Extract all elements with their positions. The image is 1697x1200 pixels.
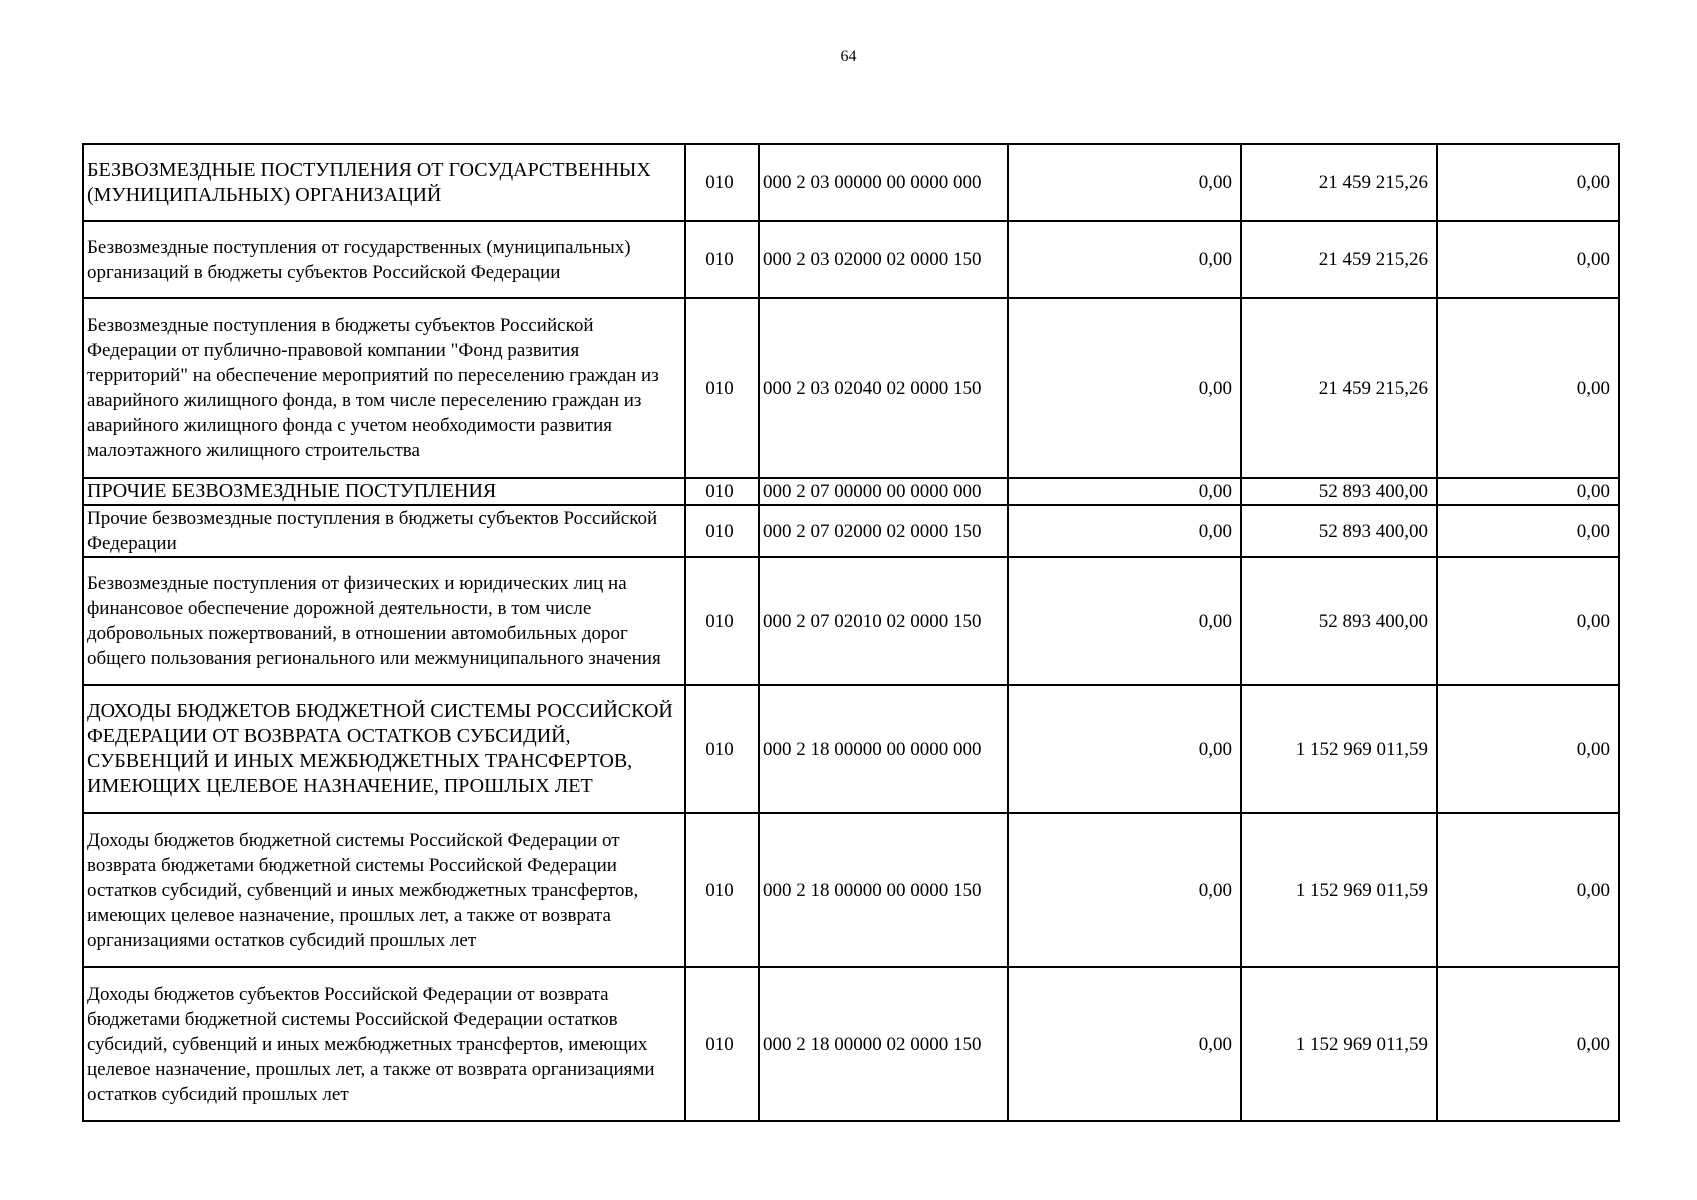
kbk-code: 000 2 18 00000 00 0000 000 xyxy=(759,685,1008,813)
table-row xyxy=(83,221,1619,298)
value-2: 1 152 969 011,59 xyxy=(1241,813,1437,967)
table-row xyxy=(83,557,1619,685)
table-row xyxy=(83,478,1619,505)
row-name: Доходы бюджетов субъектов Российской Федерации от возврата бюджетами бюджетной системы Российской Федерации остатков субсидий, субвенций и иных межбюджетных трансфертов, имеющих целевое назначение, прошлых лет, а также от возврата организациями остатков субсидий прошлых лет xyxy=(83,967,685,1121)
revenue-table xyxy=(82,143,1620,1122)
admin-code: 010 xyxy=(685,505,759,557)
value-1: 0,00 xyxy=(1008,685,1241,813)
value-3: 0,00 xyxy=(1437,144,1619,221)
value-2: 52 893 400,00 xyxy=(1241,557,1437,685)
kbk-code: 000 2 18 00000 02 0000 150 xyxy=(759,967,1008,1121)
value-1: 0,00 xyxy=(1008,557,1241,685)
admin-code: 010 xyxy=(685,221,759,298)
kbk-code: 000 2 03 00000 00 0000 000 xyxy=(759,144,1008,221)
kbk-code: 000 2 03 02040 02 0000 150 xyxy=(759,298,1008,478)
kbk-code: 000 2 07 00000 00 0000 000 xyxy=(759,478,1008,505)
value-1: 0,00 xyxy=(1008,505,1241,557)
value-3: 0,00 xyxy=(1437,505,1619,557)
table-row xyxy=(83,298,1619,478)
admin-code: 010 xyxy=(685,144,759,221)
admin-code: 010 xyxy=(685,478,759,505)
page-number: 64 xyxy=(840,48,857,65)
admin-code: 010 xyxy=(685,967,759,1121)
value-1: 0,00 xyxy=(1008,478,1241,505)
value-3: 0,00 xyxy=(1437,298,1619,478)
value-2: 52 893 400,00 xyxy=(1241,505,1437,557)
value-1: 0,00 xyxy=(1008,221,1241,298)
value-1: 0,00 xyxy=(1008,144,1241,221)
row-name: ПРОЧИЕ БЕЗВОЗМЕЗДНЫЕ ПОСТУПЛЕНИЯ xyxy=(83,478,685,505)
value-1: 0,00 xyxy=(1008,298,1241,478)
value-3: 0,00 xyxy=(1437,221,1619,298)
row-name: ДОХОДЫ БЮДЖЕТОВ БЮДЖЕТНОЙ СИСТЕМЫ РОССИЙСКОЙ ФЕДЕРАЦИИ ОТ ВОЗВРАТА ОСТАТКОВ СУБСИДИЙ, СУБВЕНЦИЙ И ИНЫХ МЕЖБЮДЖЕТНЫХ ТРАНСФЕРТОВ, ИМЕЮЩИХ ЦЕЛЕВОЕ НАЗНАЧЕНИЕ, ПРОШЛЫХ ЛЕТ xyxy=(83,685,685,813)
value-2: 52 893 400,00 xyxy=(1241,478,1437,505)
value-3: 0,00 xyxy=(1437,478,1619,505)
table-row xyxy=(83,685,1619,813)
row-name: Безвозмездные поступления от физических и юридических лиц на финансовое обеспечение дорожной деятельности, в том числе добровольных пожертвований, в отношении автомобильных дорог общего пользования регионального или межмуниципального значения xyxy=(83,557,685,685)
value-2: 1 152 969 011,59 xyxy=(1241,967,1437,1121)
admin-code: 010 xyxy=(685,298,759,478)
value-3: 0,00 xyxy=(1437,557,1619,685)
table-row xyxy=(83,505,1619,557)
table-row xyxy=(83,967,1619,1121)
value-3: 0,00 xyxy=(1437,967,1619,1121)
row-name: Доходы бюджетов бюджетной системы Российской Федерации от возврата бюджетами бюджетной системы Российской Федерации остатков субсидий, субвенций и иных межбюджетных трансфертов, имеющих целевое назначение, прошлых лет, а также от возврата организациями остатков субсидий прошлых лет xyxy=(83,813,685,967)
admin-code: 010 xyxy=(685,557,759,685)
value-1: 0,00 xyxy=(1008,967,1241,1121)
row-name: Безвозмездные поступления в бюджеты субъектов Российской Федерации от публично-правовой компании "Фонд развития территорий" на обеспечение мероприятий по переселению граждан из аварийного жилищного фонда, в том числе переселению граждан из аварийного жилищного фонда с учетом необходимости развития малоэтажного жилищного строительства xyxy=(83,298,685,478)
row-name: Прочие безвозмездные поступления в бюджеты субъектов Российской Федерации xyxy=(83,505,685,557)
value-2: 21 459 215,26 xyxy=(1241,298,1437,478)
kbk-code: 000 2 03 02000 02 0000 150 xyxy=(759,221,1008,298)
kbk-code: 000 2 07 02010 02 0000 150 xyxy=(759,557,1008,685)
value-1: 0,00 xyxy=(1008,813,1241,967)
kbk-code: 000 2 18 00000 00 0000 150 xyxy=(759,813,1008,967)
row-name: Безвозмездные поступления от государственных (муниципальных) организаций в бюджеты субъектов Российской Федерации xyxy=(83,221,685,298)
value-3: 0,00 xyxy=(1437,813,1619,967)
row-name: БЕЗВОЗМЕЗДНЫЕ ПОСТУПЛЕНИЯ ОТ ГОСУДАРСТВЕННЫХ (МУНИЦИПАЛЬНЫХ) ОРГАНИЗАЦИЙ xyxy=(83,144,685,221)
value-2: 21 459 215,26 xyxy=(1241,144,1437,221)
kbk-code: 000 2 07 02000 02 0000 150 xyxy=(759,505,1008,557)
value-2: 21 459 215,26 xyxy=(1241,221,1437,298)
value-2: 1 152 969 011,59 xyxy=(1241,685,1437,813)
value-3: 0,00 xyxy=(1437,685,1619,813)
table-row xyxy=(83,144,1619,221)
table-row xyxy=(83,813,1619,967)
admin-code: 010 xyxy=(685,685,759,813)
admin-code: 010 xyxy=(685,813,759,967)
